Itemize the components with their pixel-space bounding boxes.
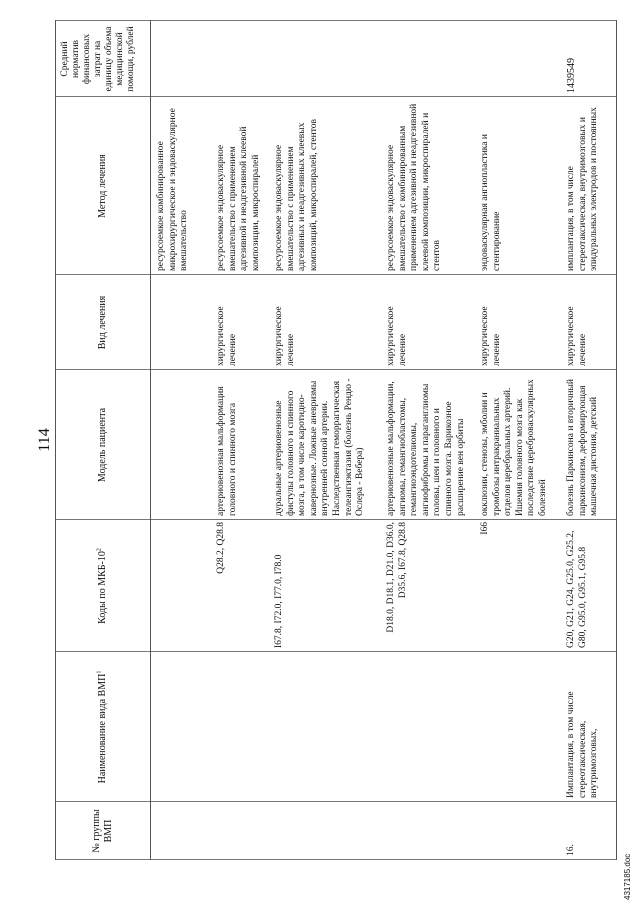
- column-border: [56, 651, 616, 652]
- method-cell: ресурсоемкое эндоваскулярное вмешательство с применением адгезивной и неадгезивной клеевой композиции, микроспиралей: [216, 126, 261, 271]
- type-cell: хирургическое лечение: [480, 306, 502, 366]
- type-cell: хирургическое лечение: [386, 306, 408, 366]
- model-cell: артериовенозная мальформация головного и спинного мозга: [216, 386, 238, 516]
- column-border: [56, 20, 616, 21]
- codes-cell: I66: [480, 522, 490, 535]
- method-cell: ресурсоемкое комбинированное микрохирургическое и эндоваскулярное вмешательство: [156, 108, 190, 271]
- method-cell: ресурсоемкое эндоваскулярное вмешательство с применением адгезивных и неадгезивных клеевых композиций, микроспиралей, стентов: [274, 119, 319, 271]
- header-model: Модель пациента: [97, 407, 108, 483]
- codes-cell: D18.0, D18.1, D21.0, D36.0, D35.6, I67.8, Q28.8: [386, 522, 408, 633]
- header-num: № группы ВМП: [91, 809, 114, 853]
- header-cost: Средний норматив финансовых затрат на единицу объема медицинской помощи, рублей: [60, 26, 136, 92]
- codes-cell: G20, G21, G24, G25.0, G25.2, G80, G95.0, G95.1, G95.8: [566, 530, 588, 648]
- type-cell: хирургическое лечение: [216, 306, 238, 366]
- page-number: 114: [36, 428, 53, 452]
- column-border: [56, 274, 616, 275]
- column-border: [56, 801, 616, 802]
- header-separator: [150, 20, 151, 860]
- method-cell: эндоваскулярная ангиопластика и стентирование: [480, 134, 502, 271]
- cost-cell: 1439549: [566, 58, 577, 93]
- document-filename: 4317185.doc: [623, 853, 632, 900]
- type-cell: хирургическое лечение: [274, 306, 296, 366]
- group-number-cell: 16.: [566, 844, 576, 856]
- model-cell: болезнь Паркинсона и вторичный паркинсонизм, деформирующая мышечная дистония, детский: [566, 379, 600, 516]
- treatment-table: [55, 20, 617, 860]
- method-cell: имплантация, в том числе стереотаксическая, внутримозговых и эпидуральных электродов и постоянных: [566, 107, 600, 271]
- header-type: Вид лечения: [97, 295, 108, 350]
- column-border: [56, 369, 616, 370]
- column-border: [56, 519, 616, 520]
- column-border: [56, 859, 616, 860]
- model-cell: дуральные артериовенозные фистулы головного и спинного мозга, в том числе каротидно-кавернозные. Ложные аневризмы внутренней сонной артерии. Наследственная геморрагическая телеангиэктазия (болезнь Рендю - Ослера - Вебера): [274, 378, 366, 516]
- codes-cell: I67.8, I72.0, I77.0, I78.0: [274, 554, 284, 648]
- header-name: Наименование вида ВМП$^1$: [96, 670, 108, 784]
- header-method: Метод лечения: [97, 154, 108, 218]
- header-codes: Коды по МКБ-$10^2$: [96, 548, 108, 624]
- method-cell: ресурсоемкое эндоваскулярное вмешательство с комбинированным применением адгезивной и неадгезивной клеевой композиции, микроспиралей и стентов: [386, 103, 443, 271]
- column-border: [56, 96, 616, 97]
- type-cell: хирургическое лечение: [566, 306, 588, 366]
- model-cell: окклюзии, стенозы, эмболии и тромбозы интракраниальных отделов церебральных артерий. Ишемия головного мозга как последствие цереброваскулярных болезней: [480, 379, 548, 516]
- model-cell: артериовенозные мальформации, ангиомы, гемангиобластомы, гемангиоэндотелиомы, ангиофибромы и параганглиомы головы, шеи и головного и спинного мозга. Варикозное расширение вен орбиты: [386, 381, 466, 516]
- vmp-name-cell: Имплантация, в том числе стереотаксическая, внутримозговых,: [566, 691, 600, 798]
- codes-cell: Q28.2, Q28.8: [216, 522, 226, 574]
